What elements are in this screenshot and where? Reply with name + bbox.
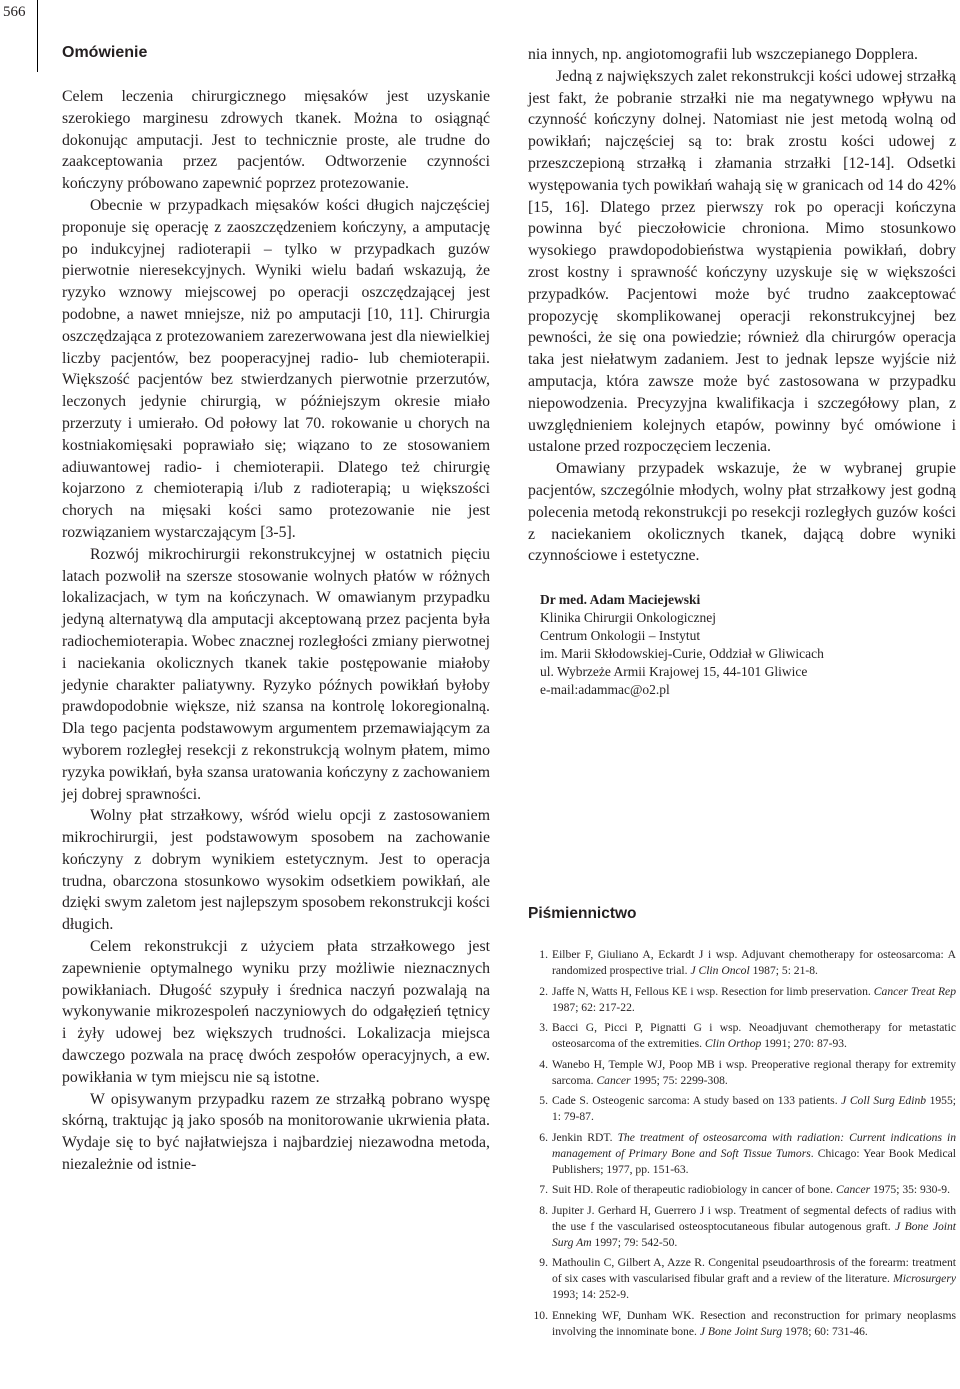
reference-journal: Cancer <box>835 1183 871 1196</box>
reference-number: 7. <box>539 1183 548 1196</box>
reference-item <box>528 1020 956 1052</box>
reference-number: 8. <box>539 1203 548 1217</box>
reference-number: 10. <box>533 1308 548 1322</box>
body-paragraph: Wolny płat strzałkowy, wśród wielu opcji z zastosowaniem mikrochirurgii, jest podstawowym sposobem na zachowanie kończyny z dobrym wynikiem estetycznym. Jest to operacja trudna, obarczona stosunkowo wysokim odsetkiem powikłań, ale dzięki swym zaletom jest najlepszym sposobem rekonstrukcji kości długich. <box>62 807 490 934</box>
body-paragraph: W opisywanym przypadku razem ze strzałką pobrano wyspę skórną, traktując ją jako sposób na monitorowanie ukrwienia płata. Wydaje się to być najłatwiejsza i najbardziej niezawodna metoda, niezależnie od istnie- <box>62 1090 490 1174</box>
reference-text: Suit HD. Role of therapeutic radiobiology in cancer of bone. <box>552 1183 836 1196</box>
reference-journal: J Bone Joint Surg Am <box>552 1219 956 1249</box>
author-email[interactable]: e-mail:adammac@o2.pl <box>540 682 670 698</box>
reference-journal: Clin Orthop <box>704 1037 762 1050</box>
reference-item <box>528 947 956 979</box>
reference-item <box>528 1255 956 1303</box>
page-number: 566 <box>0 0 38 72</box>
left-column <box>62 44 490 1176</box>
body-paragraph: Obecnie w przypadkach mięsaków kości długich najczęściej proponuje się operację z zaoszczędzeniem kończyny, a amputację po indukcyjnej radioterapii – tylko w przypadkach guzów pierwotnie nieresekcyjnych. Wyniki wielu badań wskazują, że ryzyko wznowy miejscowej po operacji oszczędzającej jest podobne, a nawet mniejsze, niż po amputacji [10, 11]. Chirurgia oszczędzająca z protezowaniem zarezerwowana jest dla niewielkiej liczby pacjentów, bez pooperacyjnej radio- lub chemioterapii. Większość pacjentów bez stwierdzanych pierwotnie przerzutów, leczonych jedynie chirurgią, w późniejszym okresie miało przerzuty i umierało. Od połowy lat 70. rokowanie u chorych na kostniakomięsaki poprawiało się; wiązano to ze stosowaniem adiuwantowej radio- i chemioterapii. Dlatego też chirurgię kojarzono z chemioterapią i/lub z radioterapią; u większości chorych na mięsaki kości samo protezowanie nie jest rozwiązaniem wystarczającym [3-5]. <box>62 196 490 541</box>
reference-text: Enneking WF, Dunham WK. Resection and reconstruction for primary neoplasms involving the innominate bone. <box>552 1308 956 1338</box>
reference-details: 1995; 75: 2299-308. <box>630 1073 728 1087</box>
reference-item <box>528 1182 956 1198</box>
reference-text: Jenkin RDT. <box>552 1130 618 1144</box>
section-title: Omówienie <box>62 44 148 61</box>
address-line: im. Marii Skłodowskiej-Curie, Oddział w Gliwicach <box>540 646 824 662</box>
references-list <box>528 947 956 1344</box>
reference-details: 1955; 1: 79-87. <box>552 1094 956 1123</box>
reference-number: 2. <box>539 984 548 998</box>
body-paragraph: nia innych, np. angiotomografii lub wszczepianego Dopplera. <box>528 46 918 63</box>
reference-number: 9. <box>539 1256 548 1269</box>
reference-item <box>528 1093 956 1125</box>
references-title: Piśmiennictwo <box>528 905 637 922</box>
body-paragraph: Celem leczenia chirurgicznego mięsaków jest uzyskanie szerokiego marginesu zdrowych tkanek. Można to osiągnąć dokonując amputacji. Jest to technicznie proste, ale trudne do zaakceptowania przez pacjentów. Odtworzenie czynności kończyny próbowano zapewnić poprzez protezowanie. <box>62 88 490 193</box>
right-column <box>528 44 956 1338</box>
reference-item <box>528 1057 956 1089</box>
body-paragraph: Omawiany przypadek wskazuje, że w wybranej grupie pacjentów, szczególnie młodych, wolny płat strzałkowy jest godną polecenia metodą rekonstrukcji po resekcji rozległych guzów kości z naciekaniem okolicznych tkanek, dającą dobre wyniki czynnościowe i estetyczne. <box>528 460 956 565</box>
reference-text: Jupiter J. Gerhard H, Guerrero J i wsp. Treatment of segmental defects of radius with the use f the vascularised osteosptocutaneous fibular autogenous graft. <box>552 1203 956 1233</box>
reference-details: 1991; 270: 87-93. <box>761 1037 847 1050</box>
reference-text: Eilber F, Giuliano A, Eckardt J i wsp. Adjuvant chemotherapy for osteosarcoma: A randomized prospective trial. <box>552 948 956 977</box>
reference-text: Cade S. Osteogenic sarcoma: A study based on 133 patients. <box>552 1094 842 1107</box>
reference-journal: J Bone Joint Surg <box>699 1324 783 1338</box>
reference-journal: Cancer Treat Rep <box>873 984 956 998</box>
reference-item <box>528 1308 956 1340</box>
reference-text: Wanebo H, Temple WJ, Poop MB i wsp. Preoperative regional therapy for extremity sarcoma. <box>552 1057 956 1087</box>
address-line: ul. Wybrzeże Armii Krajowej 15, 44-101 Gliwice <box>540 664 808 680</box>
reference-details: 1978; 60: 731-46. <box>782 1324 868 1338</box>
reference-details: 1987; 5: 21-8. <box>749 964 818 977</box>
body-paragraph: Rozwój mikrochirurgii rekonstrukcyjnej w ostatnich pięciu latach pozwolił na szersze stosowanie wolnych płatów w różnych lokalizacjach, w tym na kończynach. W omawianym przypadku jedyną alternatywą dla amputacji akceptowaną przez pacjenta była radiochemioterapia. Wobec znacznej rozległości zmiany pierwotnej i naciekania okolicznych tkanek takie postępowanie miałoby jedynie charakter paliatywny. Ryzyko późnych powikłań byłoby prawdopodobnie większe, niż szansa na kontrolę lokoregionalną. Dla tego pacjenta podstawowym argumentem przemawiającym za wyborem rozległej resekcji z rekonstrukcją wolnym płatem, mimo ryzyka powikłań, była szansa uratowania kończyny z zachowaniem jej dobrej sprawności. <box>62 545 490 803</box>
reference-journal: Microsurgery <box>893 1272 956 1285</box>
reference-details: 1987; 62: 217-22. <box>552 1000 635 1014</box>
reference-number: 5. <box>539 1094 548 1107</box>
reference-item <box>528 1203 956 1251</box>
reference-text: Bacci G, Picci P, Pignatti G i wsp. Neoadjuvant chemotherapy for metastatic osteosarcoma of the extremities. <box>552 1021 956 1050</box>
reference-journal: J Clin Oncol <box>690 964 750 977</box>
reference-journal: J Coll Surg Edinb <box>841 1094 927 1107</box>
reference-number: 3. <box>539 1021 548 1034</box>
reference-details: 1997; 79: 542-50. <box>591 1235 678 1249</box>
reference-number: 4. <box>539 1057 548 1071</box>
author-name: Dr med. Adam Maciejewski <box>540 592 701 608</box>
body-paragraph: Jedną z największych zalet rekonstrukcji kości udowej strzałką jest fakt, że pobranie strzałki nie ma negatywnego wpływu na czynność kończyny dolnej. Natomiast nie jest metodą wolną od powikłań; najczęściej są to: brak zrostu kości udowej z przeszczepioną strzałką i złamania strzałki [12-14]. Odsetki występowania tych powikłań wahają się w granicach od 14 do 42% [15, 16]. Dlatego przez pierwszy rok po operacji kończyna powinna być pieczołowicie chroniona. Mimo stosunkowo wysokiego prawdopodobieństwa wystąpienia powikłań, dobry zrost kostny i sprawność kończyny uzyskuje się w większości przypadków. Pacjentowi może być trudno zaakceptować propozycję skomplikowanej operacji rekonstrukcyjnej bez pewności, że się ona powiedzie; również dla chirurgów operacja taka jest niełatwym zadaniem. Jest to jednak lepsze wyjście niż amputacja, która zawsze może być zastosowana w przypadku niepowodzenia. Precyzyjna kwalifikacja i szczegółowy plan, z uwzględnieniem kolejnych etapów, powinny być omówione i ustalone przed rozpoczęciem leczenia. <box>528 67 956 456</box>
reference-number: 6. <box>539 1130 548 1144</box>
address-line: Centrum Onkologii – Instytut <box>540 628 701 644</box>
reference-number: 1. <box>539 948 548 961</box>
reference-details: . Chicago: Year Book Medical Publishers; 1977, pp. 151-63. <box>552 1146 956 1176</box>
reference-text: Mathoulin C, Gilbert A, Azze R. Congenital pseudoarthrosis of the forearm: treatment of six cases with vascularised fibular graft and a review of the literature. <box>552 1256 956 1285</box>
reference-text: Jaffe N, Watts H, Fellous KE i wsp. Resection for limb preservation. <box>552 984 874 998</box>
reference-item <box>528 984 956 1016</box>
address-line: Klinika Chirurgii Onkologicznej <box>540 610 716 626</box>
reference-item <box>528 1130 956 1178</box>
reference-details: 1975; 35: 930-9. <box>870 1183 950 1196</box>
reference-journal: Cancer <box>596 1073 631 1087</box>
reference-details: 1993; 14: 252-9. <box>552 1288 629 1301</box>
reference-journal: The treatment of osteosarcoma with radiation: Current indications in management of Primary Bone and Soft Tissue Tumors <box>552 1130 956 1160</box>
body-paragraph: Celem rekonstrukcji z użyciem płata strzałkowego jest zapewnienie optymalnego wyniku przy możliwie nieznacznych powikłaniach. Długość szypuły i średnica naczyń pozwalają na wykonywanie mikrozespoleń naczyniowych do odgałęzień tętnicy i żyły udowej bez większych trudności. Lokalizacja miejsca dawczego pozwala na pracę dwóch zespołów operacyjnych, a ew. powikłania w tym miejscu nie są istotne. <box>62 938 490 1086</box>
author-address <box>540 591 956 699</box>
